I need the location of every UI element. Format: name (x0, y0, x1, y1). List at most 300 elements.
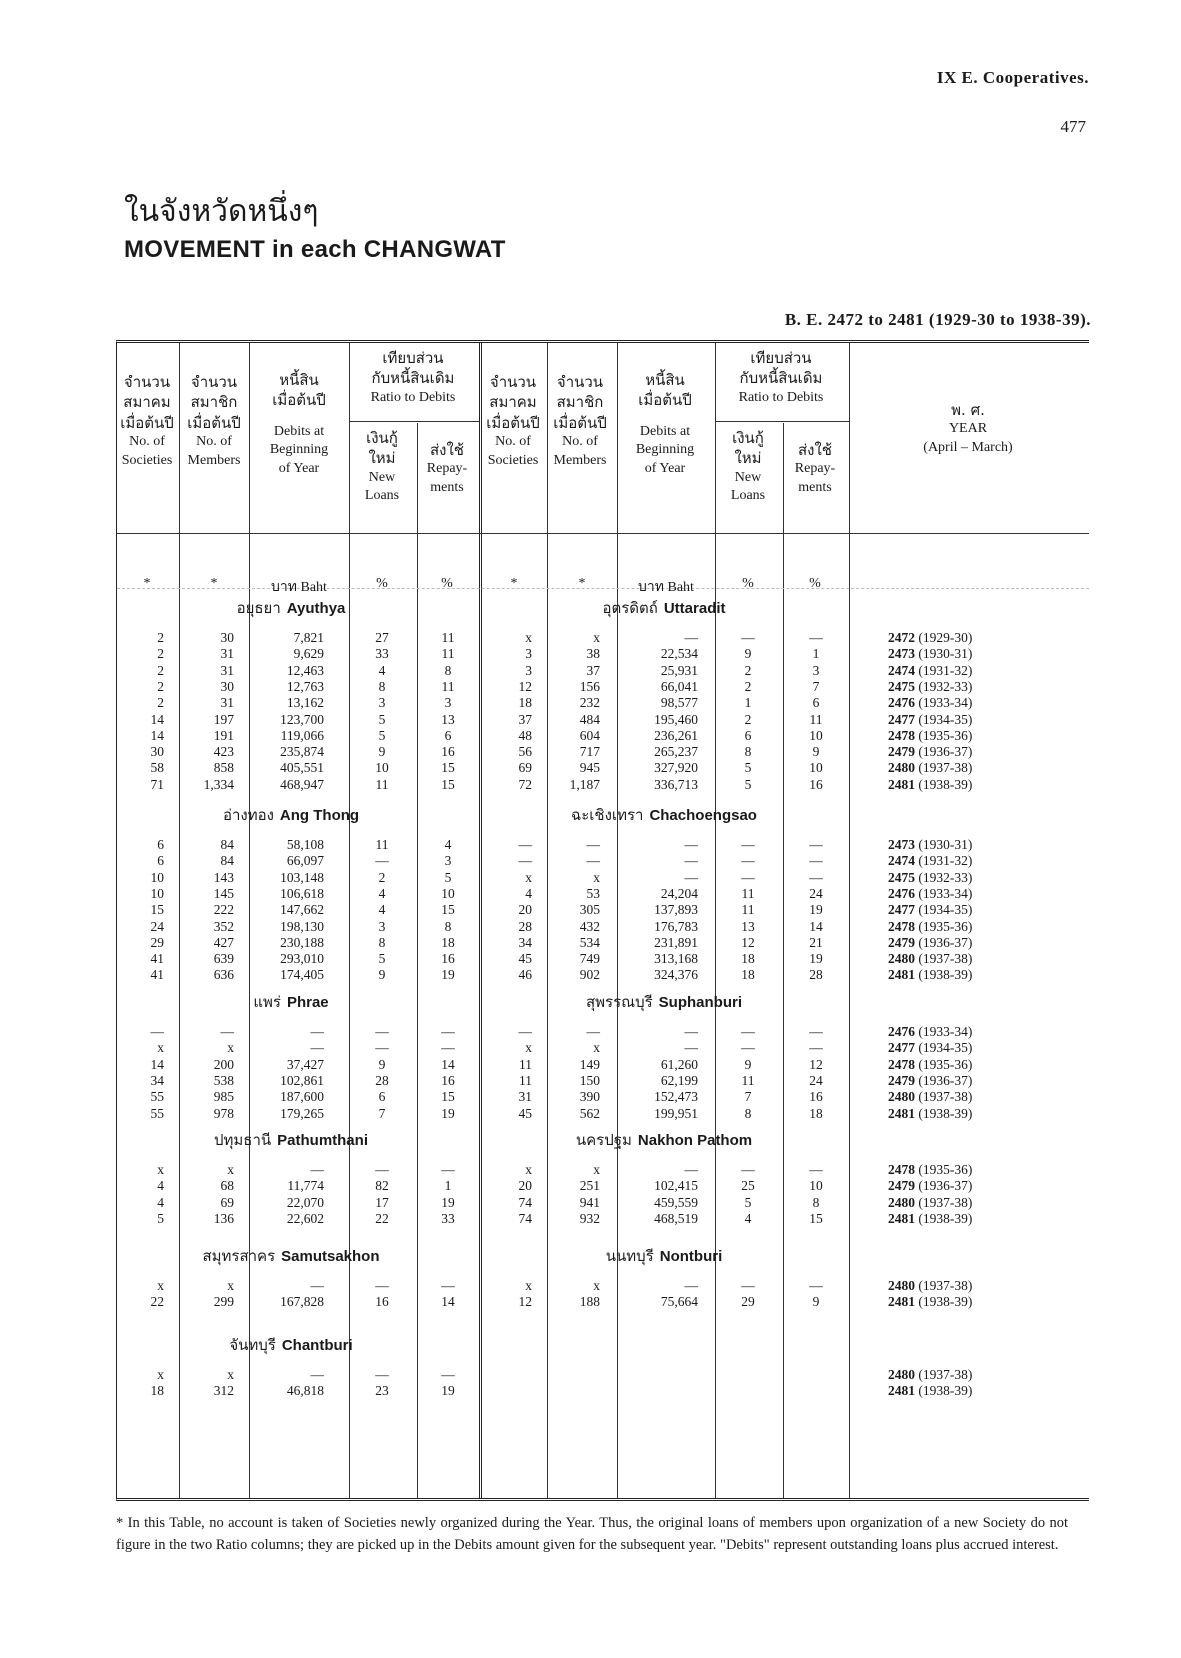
section-english-name: Samutsakhon (281, 1248, 380, 1265)
left-section-cell: 28 (375, 1072, 389, 1088)
header-thai: เมื่อต้นปี (638, 391, 692, 410)
left-section-cell: 1 (444, 1178, 452, 1194)
year-cell (888, 967, 972, 983)
header-thai: เงินกู้ (732, 429, 764, 447)
left-section-cell: 8 (378, 678, 386, 694)
left-section-cell: 4 (378, 885, 386, 901)
left-section-cell: x (227, 1278, 234, 1293)
left-section-cell: 14 (150, 727, 164, 743)
section-english-name: Nontburi (659, 1248, 723, 1265)
year-be: 2480 (888, 1089, 919, 1105)
right-section-cell: — (684, 853, 698, 869)
year-ad: (1934-35) (918, 1040, 973, 1056)
year-ad: (1933-34) (918, 1024, 973, 1039)
header-en: New (368, 469, 396, 485)
section-thai-name: สมุทรสาคร (202, 1247, 276, 1265)
left-section-cell: 58 (150, 760, 164, 776)
header-en: Debits at (273, 423, 325, 439)
left-section-cell: 312 (213, 1383, 234, 1399)
right-section-cell: 604 (579, 727, 600, 743)
year-be: 2478 (888, 918, 919, 934)
header-thai: เมื่อต้นปี (187, 413, 241, 432)
left-section-cell: 15 (441, 776, 455, 792)
left-section-cell: 14 (150, 1056, 164, 1072)
right-section-cell: 11 (741, 885, 755, 901)
right-section-cell: 4 (744, 1210, 752, 1226)
left-section-cell: — (375, 1278, 389, 1293)
left-section-cell: 11 (441, 630, 455, 645)
right-section-cell: 195,460 (654, 711, 698, 727)
left-section-cell: 423 (213, 744, 234, 760)
left-section-cell: 11 (375, 837, 389, 852)
left-section-cell: 10 (150, 885, 164, 901)
left-section-cell: 136 (213, 1210, 234, 1226)
year-cell (888, 695, 972, 711)
year-be: 2475 (888, 869, 919, 885)
left-section-cell: 4 (444, 837, 452, 852)
year-ad: (1938-39) (918, 967, 973, 983)
year-ad: (1937-38) (918, 1278, 973, 1293)
year-ad: (1930-31) (918, 837, 973, 852)
left-section-cell: x (157, 1040, 164, 1056)
right-section-cell: 2 (744, 711, 752, 727)
right-section-cell: — (809, 853, 823, 869)
left-section-cell: 16 (375, 1294, 389, 1310)
right-section-cell: x (593, 869, 600, 885)
header-en: No. of (495, 433, 531, 449)
header-thai: สมาคม (489, 393, 537, 412)
header-en: Societies (121, 452, 173, 468)
right-section-cell: 7 (744, 1089, 752, 1105)
right-section-cell: 19 (809, 902, 823, 918)
right-section-cell: — (684, 1040, 698, 1056)
right-section-cell: — (809, 869, 823, 885)
section-english-name: Suphanburi (658, 994, 742, 1011)
right-section-cell: 8 (812, 1194, 820, 1210)
left-section-cell: 405,551 (280, 760, 324, 776)
right-section-cell: 61,260 (660, 1056, 698, 1072)
left-section-cell: — (375, 853, 389, 869)
year-be: 2481 (888, 1294, 919, 1310)
left-section-cell: 16 (441, 744, 455, 760)
year-cell (888, 837, 972, 853)
section-thai-name: จันทบุรี (229, 1336, 276, 1354)
right-section-cell: 37 (586, 662, 600, 678)
header-members (546, 372, 614, 471)
left-section-cell: 230,188 (280, 934, 324, 950)
right-section-cell: 932 (579, 1210, 600, 1226)
left-section-cell: 33 (441, 1210, 455, 1226)
header-en: Loans (364, 488, 400, 504)
right-section-cell: — (741, 837, 755, 852)
left-section-cell: 24 (150, 918, 164, 934)
year-be: 2481 (888, 967, 919, 983)
right-section-cell: 38 (586, 646, 600, 662)
right-section-cell: 199,951 (654, 1105, 698, 1121)
right-section-cell: 137,893 (654, 902, 698, 918)
left-section-cell: 37,427 (286, 1056, 324, 1072)
year-cell (888, 1211, 972, 1227)
left-section-cell: 4 (157, 1194, 164, 1210)
right-section-cell: 48 (518, 727, 532, 743)
right-section-cell: 12 (741, 934, 755, 950)
left-section-cell: 6 (157, 853, 164, 869)
left-section-cell: 82 (375, 1178, 389, 1194)
section-thai-name: ฉะเชิงเทรา (571, 806, 644, 824)
header-thai: สมาชิก (190, 393, 238, 412)
right-section-cell: — (809, 1162, 823, 1177)
left-section-cell: 191 (213, 727, 234, 743)
left-section-cell: 16 (441, 1072, 455, 1088)
year-be: 2478 (888, 1162, 919, 1177)
year-be: 2479 (888, 1072, 919, 1088)
right-section-cell: — (518, 837, 532, 852)
unit-label: * (143, 576, 151, 591)
left-section-cell: 1,334 (203, 776, 234, 792)
left-section-cell: 4 (378, 662, 386, 678)
right-section-cell: 232 (579, 695, 600, 711)
year-ad: (1937-38) (918, 1089, 973, 1105)
right-section-cell: x (525, 630, 532, 645)
year-be: 2480 (888, 951, 919, 967)
header-thai: เทียบส่วน (750, 349, 812, 367)
right-section-cell: 19 (809, 951, 823, 967)
header-thai: ส่งใช้ (798, 441, 832, 459)
left-section-cell: 10 (375, 760, 389, 776)
right-section-cell: x (593, 630, 600, 645)
right-section-cell: 74 (518, 1194, 532, 1210)
year-cell (888, 777, 972, 793)
left-section-cell: 2 (157, 662, 164, 678)
section-english-name: Uttaradit (663, 600, 726, 617)
right-section-cell: 336,713 (654, 776, 698, 792)
left-section-cell: 22 (150, 1294, 164, 1310)
right-section-cell: 16 (809, 1089, 823, 1105)
header-en: ments (798, 480, 832, 496)
right-section-cell: x (593, 1278, 600, 1293)
year-ad: (1933-34) (918, 885, 973, 901)
header-en: No. of (196, 433, 232, 449)
left-section-cell: 123,700 (280, 711, 324, 727)
right-section-cell: — (809, 630, 823, 645)
right-section-cell: 12 (518, 1294, 532, 1310)
year-be: 2477 (888, 711, 919, 727)
left-section-cell: 15 (441, 1089, 455, 1105)
year-be: 2479 (888, 1178, 919, 1194)
left-section-cell: 69 (220, 1194, 234, 1210)
year-cell (888, 1024, 972, 1040)
left-section-cell: — (441, 1024, 455, 1039)
year-be: 2479 (888, 744, 919, 760)
left-section-cell: 15 (441, 902, 455, 918)
year-be: 2474 (888, 662, 919, 678)
year-be: 2478 (888, 1056, 919, 1072)
year-ad: (1934-35) (918, 902, 973, 918)
left-section-cell: — (441, 1278, 455, 1293)
spacer (616, 411, 714, 423)
header-thai: เมื่อต้นปี (120, 413, 174, 432)
unit-label: * (210, 576, 218, 591)
left-section-title (223, 803, 359, 827)
left-section-cell: — (310, 1024, 324, 1039)
section-thai-name: อ่างทอง (222, 806, 274, 824)
right-section-cell: 18 (809, 1105, 823, 1121)
year-ad: (1932-33) (918, 869, 973, 885)
left-section-cell: 235,874 (280, 744, 324, 760)
left-section-cell: — (441, 1367, 455, 1382)
left-section-cell: x (227, 1040, 234, 1056)
left-section-cell: 5 (444, 869, 452, 885)
right-section-cell: 7 (812, 678, 820, 694)
year-ad: (1938-39) (918, 1105, 973, 1121)
left-section-cell: 187,600 (280, 1089, 324, 1105)
left-section-cell: x (157, 1278, 164, 1293)
right-section-cell: 18 (741, 951, 755, 967)
left-section-cell: 5 (378, 727, 386, 743)
right-section-cell: — (741, 853, 755, 869)
header-thai: เทียบส่วน (382, 349, 444, 367)
year-ad: (1934-35) (918, 711, 973, 727)
left-section-cell: 30 (150, 744, 164, 760)
year-cell (888, 902, 972, 918)
header-thai: หนี้สิน (279, 371, 319, 389)
header-en: ments (430, 480, 464, 496)
left-section-cell: 7,821 (293, 630, 324, 645)
header-thai: พ. ศ. (951, 401, 985, 419)
left-section-cell: 11 (375, 776, 389, 792)
right-section-cell: 25 (741, 1178, 755, 1194)
left-section-cell: 58,108 (286, 837, 324, 852)
right-section-cell: 24 (809, 1072, 823, 1088)
title-english: MOVEMENT in each CHANGWAT (124, 236, 506, 263)
right-section-cell: 31 (518, 1089, 532, 1105)
right-section-cell: 156 (579, 678, 600, 694)
header-thai: เมื่อต้นปี (553, 413, 607, 432)
left-section-cell: 12,763 (286, 678, 324, 694)
left-section-cell: 8 (378, 934, 386, 950)
section-header: IX E. Cooperatives. (936, 68, 1089, 87)
right-section-cell: 45 (518, 951, 532, 967)
right-section-cell: — (684, 1024, 698, 1039)
right-section-cell: 72 (518, 776, 532, 792)
header-en: Ratio to Debits (370, 389, 456, 405)
right-section-cell: 5 (744, 760, 752, 776)
year-be: 2477 (888, 902, 919, 918)
right-section-cell: 98,577 (660, 695, 698, 711)
year-cell (888, 728, 972, 744)
right-section-cell: 327,920 (654, 760, 698, 776)
right-section-cell: — (518, 853, 532, 869)
header-en: of Year (278, 461, 320, 477)
year-be: 2481 (888, 1105, 919, 1121)
left-section-cell: 198,130 (280, 918, 324, 934)
header-thai: จำนวน (190, 373, 238, 391)
right-section-cell: 10 (809, 760, 823, 776)
header-en: Debits at (639, 423, 691, 439)
unit-label: % (441, 576, 453, 591)
right-section-cell: 29 (741, 1294, 755, 1310)
left-section-cell: x (227, 1162, 234, 1177)
right-section-cell: 28 (518, 918, 532, 934)
right-section-cell: 251 (579, 1178, 600, 1194)
left-section-cell: 27 (375, 630, 389, 645)
left-section-cell: — (220, 1024, 234, 1039)
right-section-cell: x (593, 1162, 600, 1177)
left-section-cell: 3 (444, 853, 452, 869)
header-thai: เมื่อต้นปี (272, 391, 326, 410)
year-cell (888, 886, 972, 902)
left-section-cell: 68 (220, 1178, 234, 1194)
header-en: No. of (562, 433, 598, 449)
right-section-cell: 11 (741, 1072, 755, 1088)
left-section-cell: 16 (441, 951, 455, 967)
right-section-cell: 25,931 (660, 662, 698, 678)
left-section-cell: 143 (213, 869, 234, 885)
year-cell (888, 1367, 972, 1383)
right-section-cell: 11 (519, 1072, 532, 1088)
column-divider (849, 343, 850, 1498)
right-section-cell: 12 (809, 1056, 823, 1072)
right-section-cell: 5 (744, 1194, 752, 1210)
section-thai-name: อุตรดิตถ์ (602, 599, 658, 617)
left-section-cell: 145 (213, 885, 234, 901)
year-be: 2475 (888, 678, 919, 694)
year-ad: (1930-31) (918, 646, 973, 662)
left-section-cell: 22 (375, 1210, 389, 1226)
left-section-cell: 30 (220, 678, 234, 694)
section-thai-name: สุพรรณบุรี (586, 993, 653, 1011)
right-section-cell: x (525, 1040, 532, 1056)
year-ad: (1938-39) (918, 1383, 973, 1399)
year-cell (888, 1195, 972, 1211)
left-section-cell: 55 (150, 1105, 164, 1121)
left-section-cell: 2 (157, 630, 164, 645)
left-section-cell: 2 (157, 678, 164, 694)
right-section-cell: 459,559 (654, 1194, 698, 1210)
header-en: (April – March) (923, 440, 1013, 456)
year-be: 2480 (888, 1278, 919, 1293)
year-ad: (1936-37) (918, 1072, 973, 1088)
header-rule (117, 533, 1089, 534)
year-cell (888, 1057, 972, 1073)
left-section-cell: 8 (444, 662, 452, 678)
right-section-cell: 20 (518, 1178, 532, 1194)
right-section-cell: — (809, 1278, 823, 1293)
year-be: 2477 (888, 1040, 919, 1056)
left-section-cell: 3 (444, 695, 452, 711)
left-section-cell: — (310, 1278, 324, 1293)
year-ad: (1935-36) (918, 727, 973, 743)
year-ad: (1938-39) (918, 776, 973, 792)
header-thai: หนี้สิน (645, 371, 685, 389)
left-section-cell: 858 (213, 760, 234, 776)
right-section-cell: 717 (579, 744, 600, 760)
right-section-cell: 945 (579, 760, 600, 776)
left-section-cell: 41 (150, 967, 164, 983)
header-repayments (782, 440, 848, 498)
header-thai: เงินกู้ (366, 429, 398, 447)
right-section-cell: — (741, 630, 755, 645)
right-section-cell: 34 (518, 934, 532, 950)
year-cell (888, 1073, 972, 1089)
right-section-cell: 313,168 (654, 951, 698, 967)
left-section-cell: 66,097 (286, 853, 324, 869)
right-section-cell: — (518, 1024, 532, 1039)
right-section-cell: 69 (518, 760, 532, 776)
year-ad: (1936-37) (918, 934, 973, 950)
year-ad: (1931-32) (918, 662, 973, 678)
unit-label: บาท Baht (271, 580, 327, 595)
year-ad: (1936-37) (918, 744, 973, 760)
header-thai: สมาชิก (556, 393, 604, 412)
left-section-title (214, 1128, 368, 1152)
right-section-cell: 3 (812, 662, 820, 678)
right-section-cell: 484 (579, 711, 600, 727)
left-section-cell: 55 (150, 1089, 164, 1105)
header-new-loans (714, 428, 782, 506)
right-section-cell: 37 (518, 711, 532, 727)
right-section-cell: 75,664 (660, 1294, 698, 1310)
unit-label: % (742, 576, 754, 591)
right-section-cell: — (741, 869, 755, 885)
left-section-cell: — (375, 1367, 389, 1382)
left-section-cell: 46,818 (286, 1383, 324, 1399)
left-section-cell: 84 (220, 853, 234, 869)
left-section-cell: 352 (213, 918, 234, 934)
left-section-cell: 9,629 (293, 646, 324, 662)
header-en: Loans (730, 488, 766, 504)
right-section-title (576, 1128, 752, 1152)
section-thai-name: นครปฐม (575, 1131, 632, 1149)
year-cell (888, 935, 972, 951)
left-section-cell: 34 (150, 1072, 164, 1088)
right-section-cell: — (741, 1024, 755, 1039)
right-section-cell: 5 (744, 776, 752, 792)
left-section-cell: 22,070 (286, 1194, 324, 1210)
year-ad: (1938-39) (918, 1210, 973, 1226)
right-section-cell: 53 (586, 885, 600, 901)
header-en: Societies (487, 452, 539, 468)
right-section-cell: 22,534 (660, 646, 698, 662)
left-section-cell: — (150, 1024, 164, 1039)
right-section-cell: 11 (519, 1056, 532, 1072)
year-cell (888, 1178, 972, 1194)
left-section-cell: — (441, 1162, 455, 1177)
section-english-name: Chachoengsao (649, 807, 757, 824)
year-cell (888, 744, 972, 760)
header-ratio (348, 348, 478, 407)
left-section-cell: 12,463 (286, 662, 324, 678)
header-year (848, 400, 1088, 458)
year-cell (888, 1040, 972, 1056)
year-cell (888, 679, 972, 695)
left-section-cell: 167,828 (280, 1294, 324, 1310)
year-cell (888, 1106, 972, 1122)
column-divider (479, 343, 482, 1498)
header-en: Repay- (426, 461, 468, 477)
left-section-cell: 23 (375, 1383, 389, 1399)
left-section-cell: 29 (150, 934, 164, 950)
right-section-cell: 10 (809, 727, 823, 743)
right-section-cell: 20 (518, 902, 532, 918)
left-section-cell: 19 (441, 967, 455, 983)
right-section-cell: — (684, 869, 698, 885)
year-be: 2481 (888, 776, 919, 792)
year-ad: (1935-36) (918, 918, 973, 934)
left-section-cell: 147,662 (280, 902, 324, 918)
right-section-cell: 14 (809, 918, 823, 934)
right-section-cell: x (525, 1162, 532, 1177)
